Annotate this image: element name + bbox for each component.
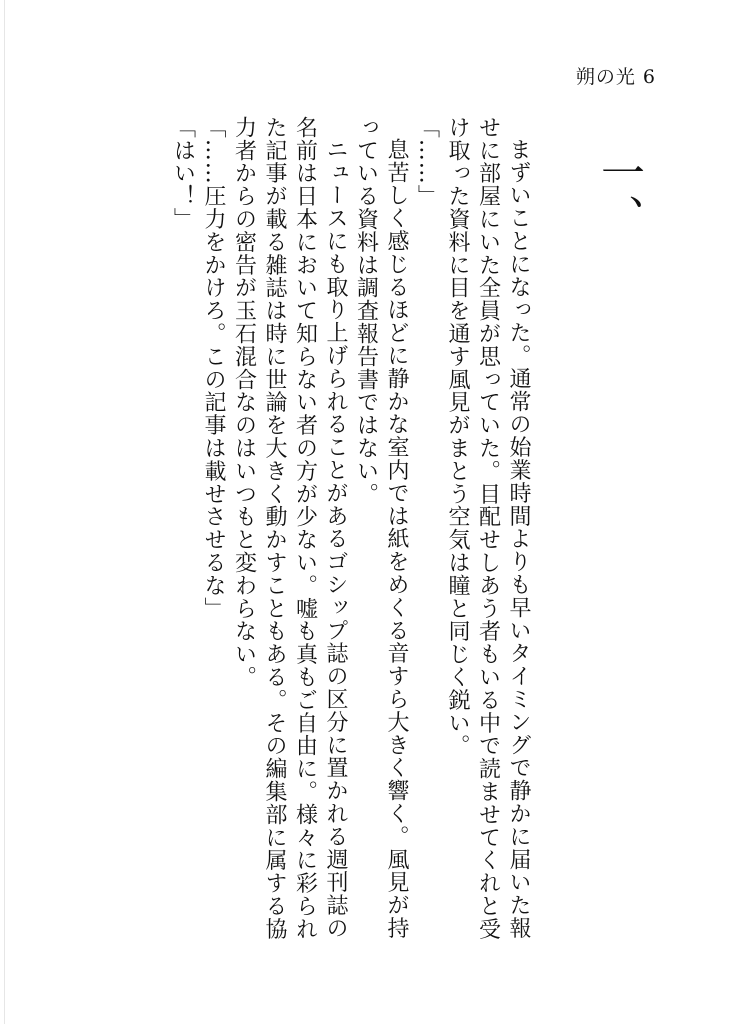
page-edge [4,0,5,1024]
paragraph: ニュースにも取り上げられることがあるゴシップ誌の区分に置かれる週刊誌の名前は日本において知らない者の方が少ない。嘘も真もご自由に。様々に彩られた記事が載る雑誌は時に世論を大きく動かすこともある。その編集部に属する協力者からの密告が玉石混合なのはいつもと変わらない。 [231,116,348,941]
paragraph: まずいことになった。通常の始業時間よりも早いタイミングで静かに届いた報せに部屋にいた全員が思っていた。目配せしあう者もいる中で読ませてくれと受け取った資料に目を通す風見がまとう空気は瞳と同じく鋭い。 [445,116,531,941]
paragraph: 息苦しく感じるほどに静かな室内では紙をめくる音すら大きく響く。風見が持っている資料は調査報告書ではない。 [353,116,409,940]
running-header: 朔の光 6 [575,66,656,88]
chapter-number: 一、 [593,150,644,238]
dialogue-line: 「はい！」 [170,116,196,231]
dialogue-line: 「……圧力をかけろ。この記事は載せさせるな」 [201,116,226,620]
dialogue-line: 「……」 [414,116,440,208]
vertical-body-text [170,116,533,946]
